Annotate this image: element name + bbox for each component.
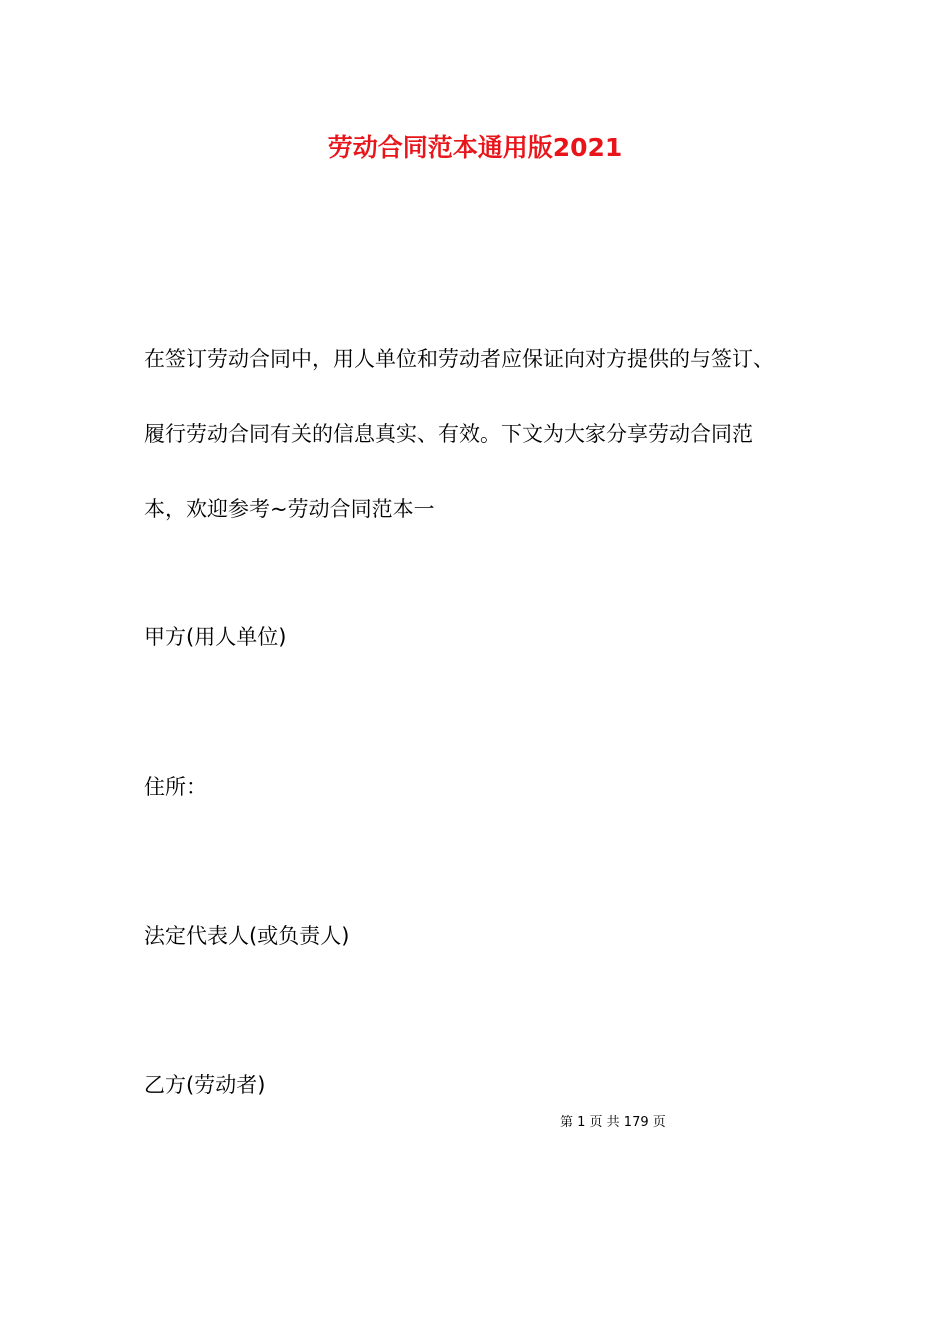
address-label: 住所： bbox=[144, 775, 207, 799]
page-footer: 第 1 页 共 179 页 bbox=[560, 1115, 666, 1130]
party-b-label: 乙方(劳动者) bbox=[144, 1073, 266, 1097]
intro-line-1: 在签订劳动合同中，用人单位和劳动者应保证向对方提供的与签订、 bbox=[144, 347, 774, 371]
party-a-label: 甲方(用人单位) bbox=[144, 625, 287, 649]
intro-line-3: 本，欢迎参考~劳动合同范本一 bbox=[144, 497, 435, 521]
intro-line-2: 履行劳动合同有关的信息真实、有效。下文为大家分享劳动合同范 bbox=[144, 422, 753, 446]
intro-paragraph bbox=[144, 322, 844, 547]
document-title: 劳动合同范本通用版2021 bbox=[327, 133, 623, 162]
legal-representative-label: 法定代表人(或负责人) bbox=[144, 924, 350, 948]
